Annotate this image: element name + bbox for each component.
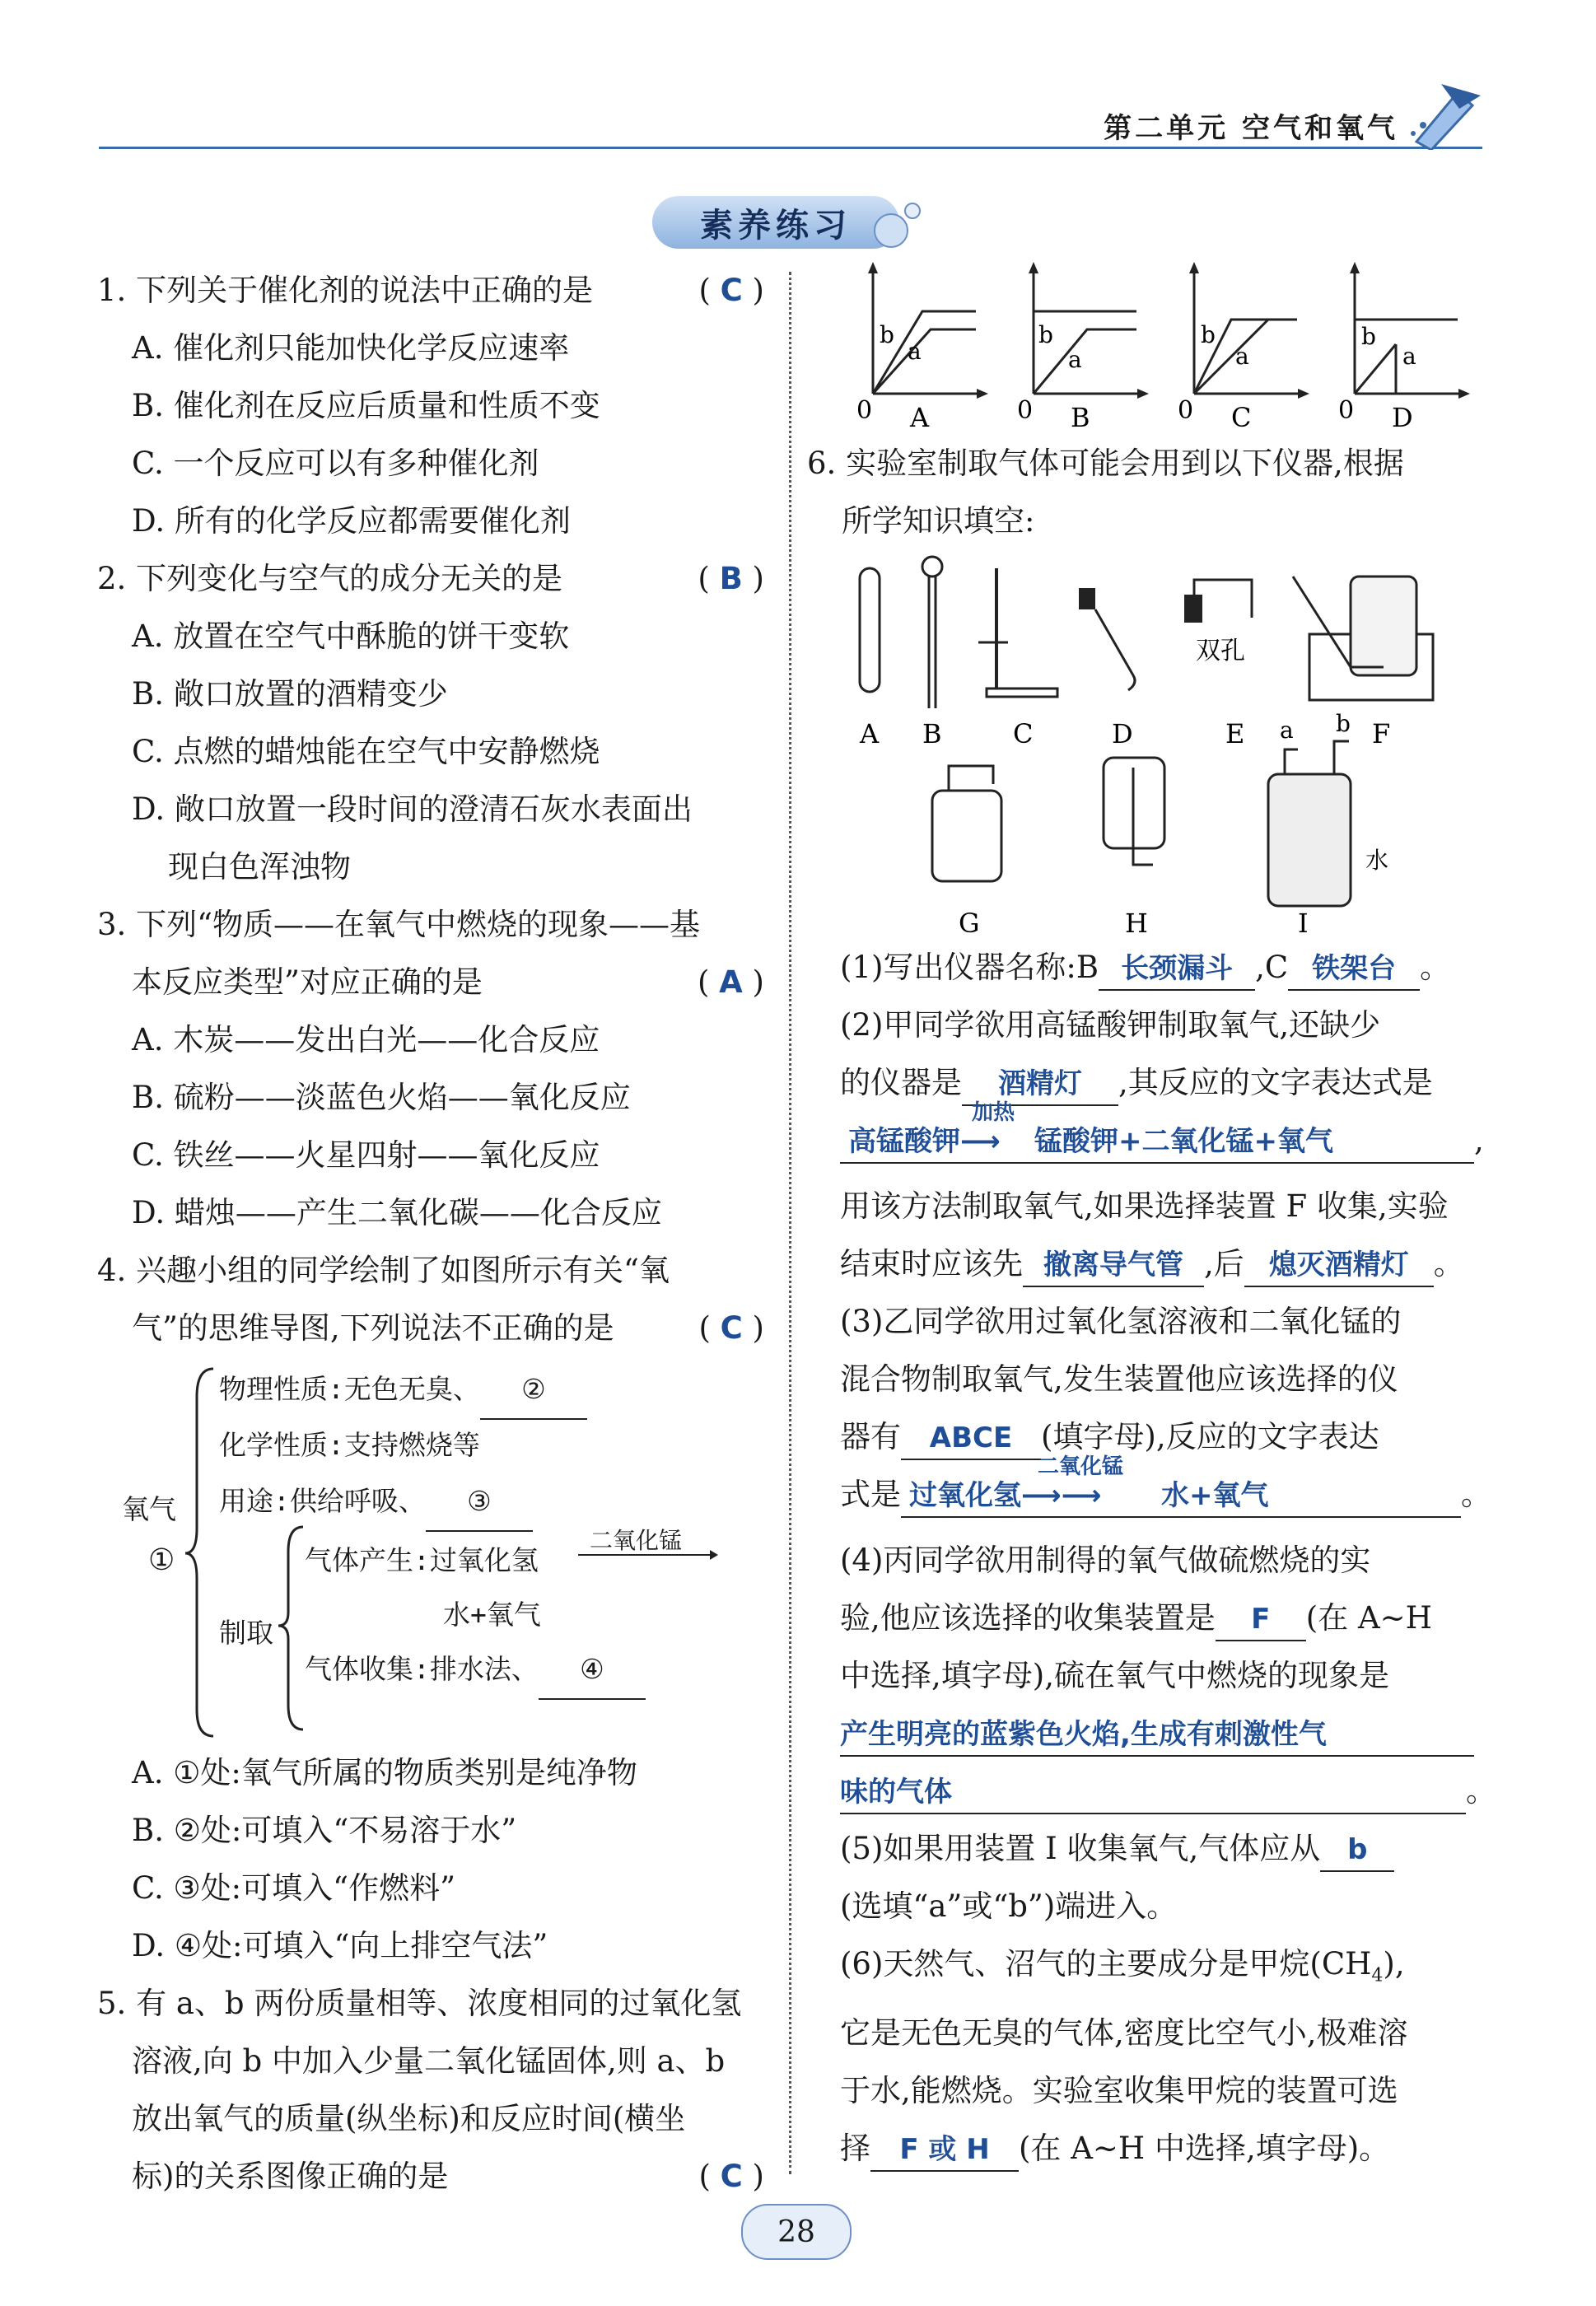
q4-option-c: C. ③处:可填入“作燃料” <box>132 1870 455 1906</box>
q5-line-4: 标)的关系图像正确的是 ( C ) <box>132 2159 764 2194</box>
eq1-condition: 加热 <box>972 1100 1015 1125</box>
double-hole-label: 双孔 <box>1196 637 1245 665</box>
mark-4: ④ <box>539 1641 646 1700</box>
q6-parts <box>840 939 1496 2178</box>
q5-line-3: 放出氧气的质量(纵坐标)和反应时间(横坐 <box>132 2101 686 2136</box>
q1-option-c: C. 一个反应可以有多种催化剂 <box>132 446 539 481</box>
mindmap-brace <box>184 1364 217 1743</box>
mindmap-use: 用途:供给呼吸、 ③ <box>219 1473 533 1532</box>
q3-stem-2: 本反应类型”对应正确的是 ( A ) <box>132 964 764 1000</box>
eq2-products: 水+氧气 <box>1161 1479 1269 1512</box>
q4-option-b: B. ②处:可填入“不易溶于水” <box>132 1813 517 1848</box>
apparatus-label: H <box>1125 908 1148 939</box>
apparatus-label: D <box>1112 718 1133 749</box>
q4-option-a: A. ①处:氧气所属的物质类别是纯净物 <box>132 1755 637 1790</box>
q6-p2-answer-first: 撤离导气管 <box>1043 1249 1183 1281</box>
curve-b-label: b <box>880 321 894 348</box>
curve-b-label: b <box>1038 321 1053 348</box>
apparatus-a <box>860 568 880 692</box>
q1-answer: C <box>720 273 743 308</box>
apparatus-label: I <box>1298 908 1309 939</box>
arrow-icon <box>578 1547 718 1563</box>
q6-p4-phenomenon-2: 味的气体 <box>840 1776 952 1809</box>
column-divider <box>789 272 791 2174</box>
apparatus-g <box>932 766 1001 881</box>
q6-p6-line1: (6)天然气、沼气的主要成分是甲烷$(CH_4)$, <box>840 1946 1405 1986</box>
q1-option-b: B. 催化剂在反应后质量和性质不变 <box>132 388 600 423</box>
port-b-label: b <box>1336 710 1351 737</box>
q6-stem-1: 6. 实验室制取气体可能会用到以下仪器,根据 <box>807 446 1404 481</box>
q1-option-a: A. 催化剂只能加快化学反应速率 <box>132 330 570 366</box>
origin-label: 0 <box>1338 396 1355 425</box>
page-number: 28 <box>741 2204 852 2260</box>
graph-a <box>856 262 988 433</box>
q3-option-d: D. 蜡烛——产生二氧化碳——化合反应 <box>132 1195 662 1230</box>
mindmap-products: 水+氧气 <box>443 1599 541 1631</box>
apparatus-label: B <box>922 718 942 749</box>
mindmap-physical: 物理性质:无色无臭、 ② <box>219 1361 587 1420</box>
graph-c <box>1178 262 1309 433</box>
mindmap-prep: 制取 <box>219 1617 273 1649</box>
q6-p4-answer: F <box>1251 1603 1271 1636</box>
header-rule <box>99 147 1482 149</box>
q2-stem: 2. 下列变化与空气的成分无关的是 ( B ) <box>97 561 764 596</box>
eq2-condition: 二氧化锰 <box>1038 1454 1124 1479</box>
q6-p2-line5: 结束时应该先 撤离导气管 ,后 熄灭酒精灯 。 <box>840 1235 1491 1293</box>
q6-p4-phen1 <box>840 1705 1491 1762</box>
mindmap-root-mark: ① <box>148 1543 175 1577</box>
q1-stem: 1. 下列关于催化剂的说法中正确的是 ( C ) <box>97 273 764 308</box>
q6-p1: (1)写出仪器名称:B 长颈漏斗 ,C 铁架台 。 <box>840 939 1491 997</box>
eq1-products: 锰酸钾+二氧化锰+氧气 <box>1034 1125 1333 1158</box>
apparatus-label: C <box>1013 718 1034 749</box>
q3-option-c: C. 铁丝——火星四射——氧化反应 <box>132 1137 600 1173</box>
water-label: 水 <box>1365 847 1389 874</box>
origin-label: 0 <box>1017 396 1034 425</box>
q6-p3-line1: (3)乙同学欲用过氧化氢溶液和二氧化锰的 <box>840 1304 1402 1339</box>
q6-p4-phen2: 味的气体 。 <box>840 1762 1491 1820</box>
q2-option-b: B. 敞口放置的酒精变少 <box>132 676 448 712</box>
q6-p2-equation: 高锰酸钾 加热 ⟶ 锰酸钾+二氧化锰+氧气 , <box>840 1112 1491 1178</box>
mindmap-chemical: 化学性质:支持燃烧等 <box>219 1429 480 1461</box>
q3-stem-1: 3. 下列“物质——在氧气中燃烧的现象——基 <box>97 907 700 942</box>
q6-p3-line3: 器有 ABCE (填字母),反应的文字表达 <box>840 1408 1491 1466</box>
q2-option-d-cont: 现白色浑浊物 <box>168 849 351 885</box>
q3-option-a: A. 木炭——发出白光——化合反应 <box>132 1022 600 1057</box>
q6-p6-line4: 择 F 或 H (在 A~H 中选择,填字母)。 <box>840 2120 1491 2178</box>
q6-p6-line3: 于水,能燃烧。实验室收集甲烷的装置可选 <box>840 2073 1398 2109</box>
q6-p1-answer-c: 铁架台 <box>1312 952 1397 985</box>
q6-p2-answer-then: 熄灭酒精灯 <box>1268 1249 1409 1281</box>
q2-option-a: A. 放置在空气中酥脆的饼干变软 <box>132 619 570 654</box>
q6-p6-answer: F 或 H <box>899 2133 990 2167</box>
q6-stem-2: 所学知识填空: <box>842 503 1035 539</box>
q6-p1-answer-b: 长颈漏斗 <box>1121 952 1234 985</box>
graph-d <box>1338 262 1470 433</box>
graph-label: D <box>1392 402 1413 433</box>
graph-label: A <box>910 402 930 433</box>
q2-option-d: D. 敞口放置一段时间的澄清石灰水表面出 <box>132 791 693 827</box>
mindmap-sub-brace <box>277 1522 306 1736</box>
port-a-label: a <box>1280 717 1294 744</box>
origin-label: 0 <box>1178 396 1194 425</box>
q4-option-d: D. ④处:可填入“向上排空气法” <box>132 1928 548 1963</box>
q4-mindmap <box>97 1357 764 1744</box>
pencil-cap-icon <box>1408 76 1482 150</box>
apparatus-label: F <box>1372 718 1391 749</box>
graph-b <box>1017 262 1149 433</box>
q2-option-c: C. 点燃的蜡烛能在空气中安静燃烧 <box>132 734 600 769</box>
q6-apparatus <box>840 552 1482 939</box>
apparatus-e <box>1184 580 1252 665</box>
left-column <box>97 262 764 2206</box>
q6-p3-equation: 式是 过氧化氢 二氧化锰 ⟶⟶ 水+氧气 。 <box>840 1466 1491 1532</box>
apparatus-label: A <box>860 718 880 749</box>
apparatus-label: G <box>959 908 980 939</box>
unit-title: 第二单元 空气和氧气 <box>1104 112 1398 145</box>
q6-stem <box>807 435 1482 550</box>
apparatus-label: E <box>1225 718 1245 749</box>
q6-p3-answer: ABCE <box>929 1421 1013 1454</box>
q3-option-b: B. 硫粉——淡蓝色火焰——氧化反应 <box>132 1080 631 1115</box>
curve-a-label: a <box>908 338 922 365</box>
mindmap-gas-collect: 气体收集:排水法、 ④ <box>305 1641 646 1700</box>
banner-title: 素养练习 <box>700 206 852 245</box>
q5-line-1: 5. 有 a、b 两份质量相等、浓度相同的过氧化氢 <box>97 1986 742 2021</box>
q6-p4-line2: 验,他应该选择的收集装置是 F (在 A~H <box>840 1589 1491 1647</box>
q6-p2-line4: 用该方法制取氧气,如果选择装置 F 收集,实验 <box>840 1188 1449 1224</box>
bubbles-icon <box>873 198 922 255</box>
curve-b-label: b <box>1201 321 1216 348</box>
curve-a-label: a <box>1235 343 1249 370</box>
eq1-reactant: 高锰酸钾 <box>848 1125 960 1158</box>
curve-a-label: a <box>1402 343 1416 370</box>
curve-a-label: a <box>1068 346 1082 373</box>
eq2-reactant: 过氧化氢 <box>909 1479 1021 1512</box>
q5-answer: C <box>720 2159 743 2194</box>
q4-answer: C <box>720 1310 743 1346</box>
q5-graphs <box>840 262 1482 435</box>
graph-label: C <box>1231 402 1252 433</box>
apparatus-b <box>922 557 942 708</box>
graph-label: B <box>1071 402 1090 433</box>
q1-option-d: D. 所有的化学反应都需要催化剂 <box>132 503 571 539</box>
q6-p5-line2: (选填“a”或“b”)端进入。 <box>840 1888 1178 1924</box>
mark-3: ③ <box>426 1473 533 1532</box>
q4-stem-2: 气”的思维导图,下列说法不正确的是 ( C ) <box>132 1310 764 1346</box>
q6-p6-line2: 它是无色无臭的气体,密度比空气小,极难溶 <box>840 2015 1408 2052</box>
q6-p5-line1: (5)如果用装置 I 收集氧气,气体应从 b <box>840 1820 1491 1878</box>
q5-line-2: 溶液,向 b 中加入少量二氧化锰固体,则 a、b <box>132 2043 726 2079</box>
apparatus-f <box>1293 576 1433 700</box>
q6-p4-phenomenon-1: 产生明亮的蓝紫色火焰,生成有刺激性气 <box>840 1718 1327 1751</box>
origin-label: 0 <box>856 396 873 425</box>
q6-p2-answer-missing: 酒精灯 <box>998 1067 1082 1100</box>
q6-p2-line2: 的仪器是 酒精灯 ,其反应的文字表达式是 <box>840 1054 1491 1112</box>
q3-answer: A <box>719 964 743 1000</box>
mindmap-gas-gen: 气体产生:过氧化氢 <box>305 1544 539 1576</box>
q6-p2-line1: (2)甲同学欲用高锰酸钾制取氧气,还缺少 <box>840 1007 1381 1043</box>
q6-p4-line3: 中选择,填字母),硫在氧气中燃烧的现象是 <box>840 1658 1389 1693</box>
q6-p3-line2: 混合物制取氧气,发生装置他应该选择的仪 <box>840 1361 1398 1397</box>
mindmap-catalyst: 二氧化锰 <box>590 1527 683 1554</box>
section-banner <box>652 196 899 249</box>
apparatus-h <box>1104 758 1164 865</box>
apparatus-d <box>1079 588 1135 690</box>
apparatus-i <box>1268 710 1391 906</box>
mindmap-root: 氧气 <box>122 1493 176 1525</box>
q4-stem-1: 4. 兴趣小组的同学绘制了如图所示有关“氧 <box>97 1253 670 1288</box>
q2-answer: B <box>719 561 743 596</box>
q6-p4-line1: (4)丙同学欲用制得的氧气做硫燃烧的实 <box>840 1543 1371 1578</box>
mark-2: ② <box>480 1361 587 1420</box>
q6-p5-answer: b <box>1347 1833 1368 1866</box>
curve-b-label: b <box>1361 323 1376 350</box>
apparatus-c <box>978 568 1057 697</box>
